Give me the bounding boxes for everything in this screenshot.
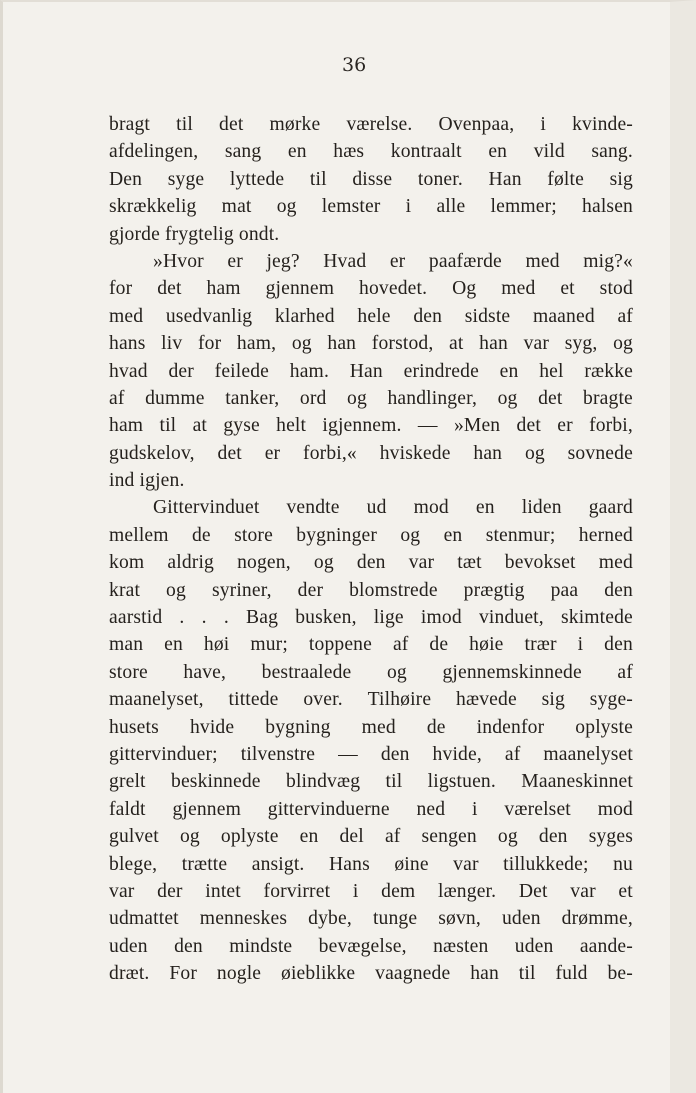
text-line: gjorde frygtelig ondt. (109, 223, 280, 245)
text-line: Den syge lyttede til disse toner. Han følte sig (109, 168, 633, 190)
text-line: kom aldrig nogen, og den var tæt bevokset med (109, 552, 633, 574)
text-line: af dumme tanker, ord og handlinger, og det bragte (109, 387, 633, 409)
body-text (109, 111, 633, 988)
text-line: gulvet og oplyste en del af sengen og den syges (109, 826, 633, 848)
text-line: hvad der feilede ham. Han erindrede en hel række (109, 360, 633, 382)
text-line: maanelyset, tittede over. Tilhøire hævede sig syge- (109, 689, 633, 711)
text-line: man en høi mur; toppene af de høie trær i den (109, 634, 633, 656)
text-line: for det ham gjennem hovedet. Og med et stod (109, 278, 633, 300)
text-line: skrækkelig mat og lemster i alle lemmer; halsen (109, 196, 633, 218)
text-line: ham til at gyse helt igjennem. — »Men det er forbi, (109, 415, 633, 437)
text-line: udmattet menneskes dybe, tunge søvn, uden drømme, (109, 908, 633, 930)
text-line: store have, bestraalede og gjennemskinnede af (109, 661, 633, 683)
text-line: blege, trætte ansigt. Hans øine var tillukkede; nu (109, 853, 633, 875)
text-line: mellem de store bygninger og en stenmur; herned (109, 524, 633, 546)
text-line: gudskelov, det er forbi,« hviskede han og sovnede (109, 442, 633, 464)
text-line: Gittervinduet vendte ud mod en liden gaard (153, 497, 633, 519)
page-number: 36 (342, 54, 367, 76)
text-line: med usedvanlig klarhed hele den sidste maaned af (109, 305, 633, 327)
text-line: aarstid . . . Bag busken, lige imod vinduet, skimtede (109, 607, 633, 629)
text-line: »Hvor er jeg? Hvad er paafærde med mig?« (153, 250, 633, 272)
text-line: grelt beskinnede blindvæg til ligstuen. Maaneskinnet (109, 771, 633, 793)
text-line: gittervinduer; tilvenstre — den hvide, af maanelyset (109, 743, 633, 765)
text-line: afdelingen, sang en hæs kontraalt en vild sang. (109, 141, 633, 163)
text-line: ind igjen. (109, 470, 185, 492)
text-line: krat og syriner, der blomstrede prægtig paa den (109, 579, 633, 601)
text-line: husets hvide bygning med de indenfor oplyste (109, 716, 633, 738)
text-line: dræt. For nogle øieblikke vaagnede han til fuld be- (109, 963, 633, 985)
text-line: var der intet forvirret i dem længer. Det var et (109, 880, 633, 902)
text-line: bragt til det mørke værelse. Ovenpaa, i kvinde- (109, 114, 633, 135)
text-line: uden den mindste bevægelse, næsten uden aande- (109, 935, 633, 957)
text-line: hans liv for ham, og han forstod, at han var syg, og (109, 333, 633, 355)
text-line: faldt gjennem gittervinduerne ned i værelset mod (109, 798, 633, 820)
